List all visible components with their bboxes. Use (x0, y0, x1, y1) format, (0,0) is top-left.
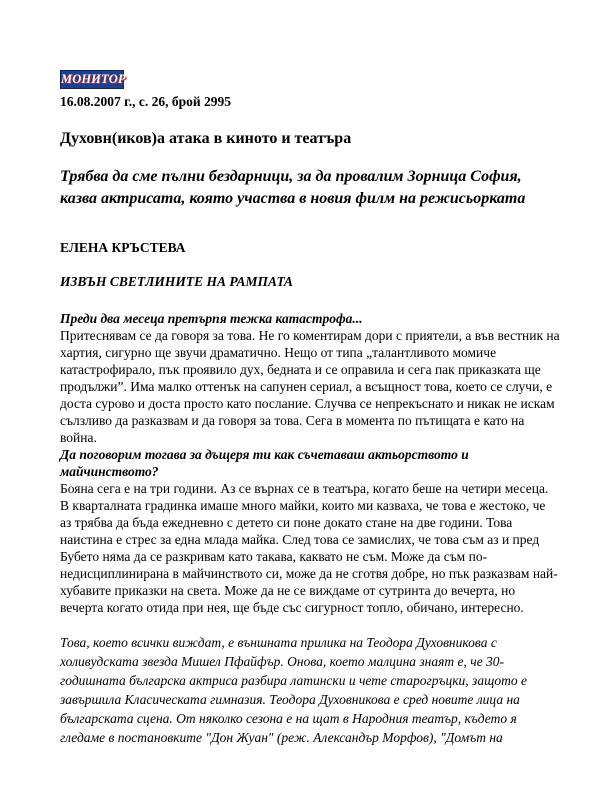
interview-question: Да поговорим тогава за дъщеря ти как съчетаваш актьорството и майчинството? (60, 447, 469, 479)
monitor-logo (60, 70, 124, 89)
logo-text: МОНИТОР (61, 72, 126, 86)
interview-answer: Бояна сега е на три години. Аз се върнах се в театъра, когато беше на четири месеца. В кварталната градинка имаше много майки, които ми казваха, че това е жестоко, че аз трябва да бъда ежедневно с детето си поне докато стане на две години. Това наистина е стрес за една млада майка. След това се замислих, че това съм аз и пред Бубето няма да се разкривам като такава, каквато не съм. Може да съм по-недисциплинирана в майчинството си, може да не сготвя добре, но пък разказвам най-хубавите приказки на света. Може да не се виждаме от сутринта до вечерта, но вечерта когато отида при нея, ще бъде със сигурност топло, обичано, интересно. (60, 481, 558, 615)
interview-question: Преди два месеца претърпя тежка катастрофа... (60, 311, 363, 326)
article-title: Духовн(иков)а атака в киното и театъра (60, 130, 352, 147)
article-subtitle: Трябва да сме пълни бездарници, за да провалим Зорница София, казва актрисата, която участва в новия филм на режисьорката (60, 168, 526, 207)
interview-answer: Притеснявам се да говоря за това. Не го коментирам дори с приятели, а във вестник на хартия, сигурно ще звучи драматично. Нещо от типа „талантливото момиче катастрофирало, пък проявило дух, бедната и се оправила и сега пак приказката ще продължи”. Има малко оттенък на сапунен сериал, а всъщност това, което се случи, е доста сурово и доста просто като послание. Случва се непрекъснато и никак не искам сълзливо да разказвам и да говоря за това. Сега в момента по пътищата е като на война. (60, 328, 560, 445)
dateline: 16.08.2007 г., с. 26, брой 2995 (60, 94, 232, 109)
author-name: ЕЛЕНА КРЪСТЕВА (60, 240, 186, 255)
section-heading: ИЗВЪН СВЕТЛИНИТЕ НА РАМПАТА (60, 274, 293, 289)
article-intro: Това, което всички виждат, е външната прилика на Теодора Духовникова с холивудската звезда Мишел Пфайфър. Онова, което малцина знаят е, че 30-годишната българска актриса разбира латински и чете старогръцки, защото е завършила Класическата гимназия. Теодора Духовникова е сред новите лица на българската сцена. От няколко сезона е на щат в Народния театър, където я гледаме в постановките "Дон Жуан" (реж. Александър Морфов), "Домът на (60, 635, 528, 745)
article-page (60, 70, 560, 747)
